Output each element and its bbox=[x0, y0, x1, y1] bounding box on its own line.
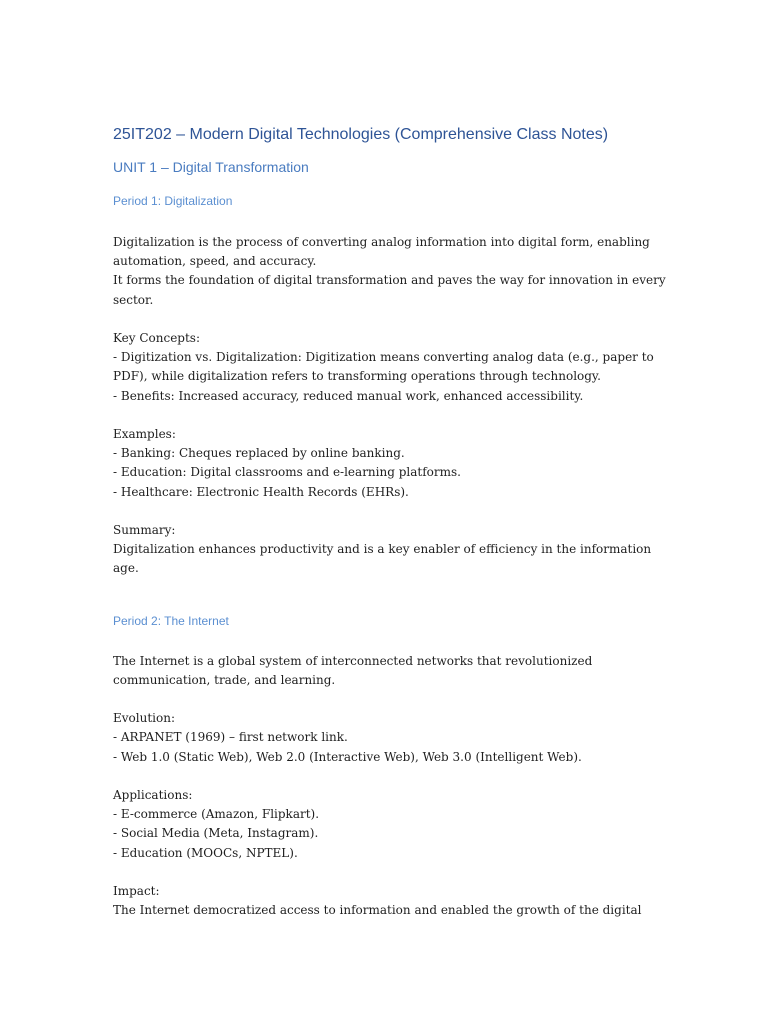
list-item: - Banking: Cheques replaced by online banking. bbox=[113, 446, 405, 461]
list-item: PDF), while digitalization refers to transforming operations through technology. bbox=[113, 369, 601, 384]
period-1-intro-paragraph bbox=[113, 233, 668, 310]
list-item: - ARPANET (1969) – first network link. bbox=[113, 730, 348, 745]
text-line: It forms the foundation of digital transformation and paves the way for innovation in every bbox=[113, 273, 666, 288]
document-title: 25IT202 – Modern Digital Technologies (Comprehensive Class Notes) bbox=[113, 126, 609, 143]
list-item: - Social Media (Meta, Instagram). bbox=[113, 826, 319, 841]
section-label: Key Concepts: bbox=[113, 331, 200, 345]
text-line: age. bbox=[113, 561, 139, 576]
text-line: automation, speed, and accuracy. bbox=[113, 254, 317, 269]
list-item: - Web 1.0 (Static Web), Web 2.0 (Interactive Web), Web 3.0 (Intelligent Web). bbox=[113, 749, 582, 764]
text-line: The Internet is a global system of interconnected networks that revolutionized bbox=[113, 653, 593, 668]
examples-section bbox=[113, 425, 668, 502]
text-line: Digitalization is the process of converting analog information into digital form, enabling bbox=[113, 235, 650, 249]
list-item: - Education (MOOCs, NPTEL). bbox=[113, 845, 298, 860]
text-line: The Internet democratized access to information and enabled the growth of the digital bbox=[113, 903, 642, 918]
unit-heading: UNIT 1 – Digital Transformation bbox=[113, 159, 309, 175]
evolution-section bbox=[113, 709, 668, 767]
text-line: communication, trade, and learning. bbox=[113, 672, 336, 687]
applications-section bbox=[113, 786, 668, 863]
list-item: - Education: Digital classrooms and e-learning platforms. bbox=[113, 465, 461, 480]
text-line: sector. bbox=[113, 292, 154, 307]
key-concepts-section bbox=[113, 329, 668, 406]
section-label: Examples: bbox=[113, 427, 176, 441]
list-item: - Digitization vs. Digitalization: Digitization means converting analog data (e.g., paper to bbox=[113, 350, 654, 365]
list-item: - E-commerce (Amazon, Flipkart). bbox=[113, 807, 320, 822]
section-label: Applications: bbox=[113, 788, 193, 802]
period-1-heading: Period 1: Digitalization bbox=[113, 194, 233, 208]
section-label: Impact: bbox=[113, 884, 160, 898]
list-item: - Healthcare: Electronic Health Records (EHRs). bbox=[113, 484, 409, 499]
impact-section bbox=[113, 882, 668, 920]
period-2-heading: Period 2: The Internet bbox=[113, 613, 229, 628]
section-label: Summary: bbox=[113, 523, 176, 537]
period-2-intro-paragraph bbox=[113, 652, 668, 690]
list-item: - Benefits: Increased accuracy, reduced manual work, enhanced accessibility. bbox=[113, 388, 584, 403]
text-line: Digitalization enhances productivity and is a key enabler of efficiency in the information bbox=[113, 542, 652, 557]
section-label: Evolution: bbox=[113, 711, 175, 726]
summary-section bbox=[113, 521, 668, 579]
